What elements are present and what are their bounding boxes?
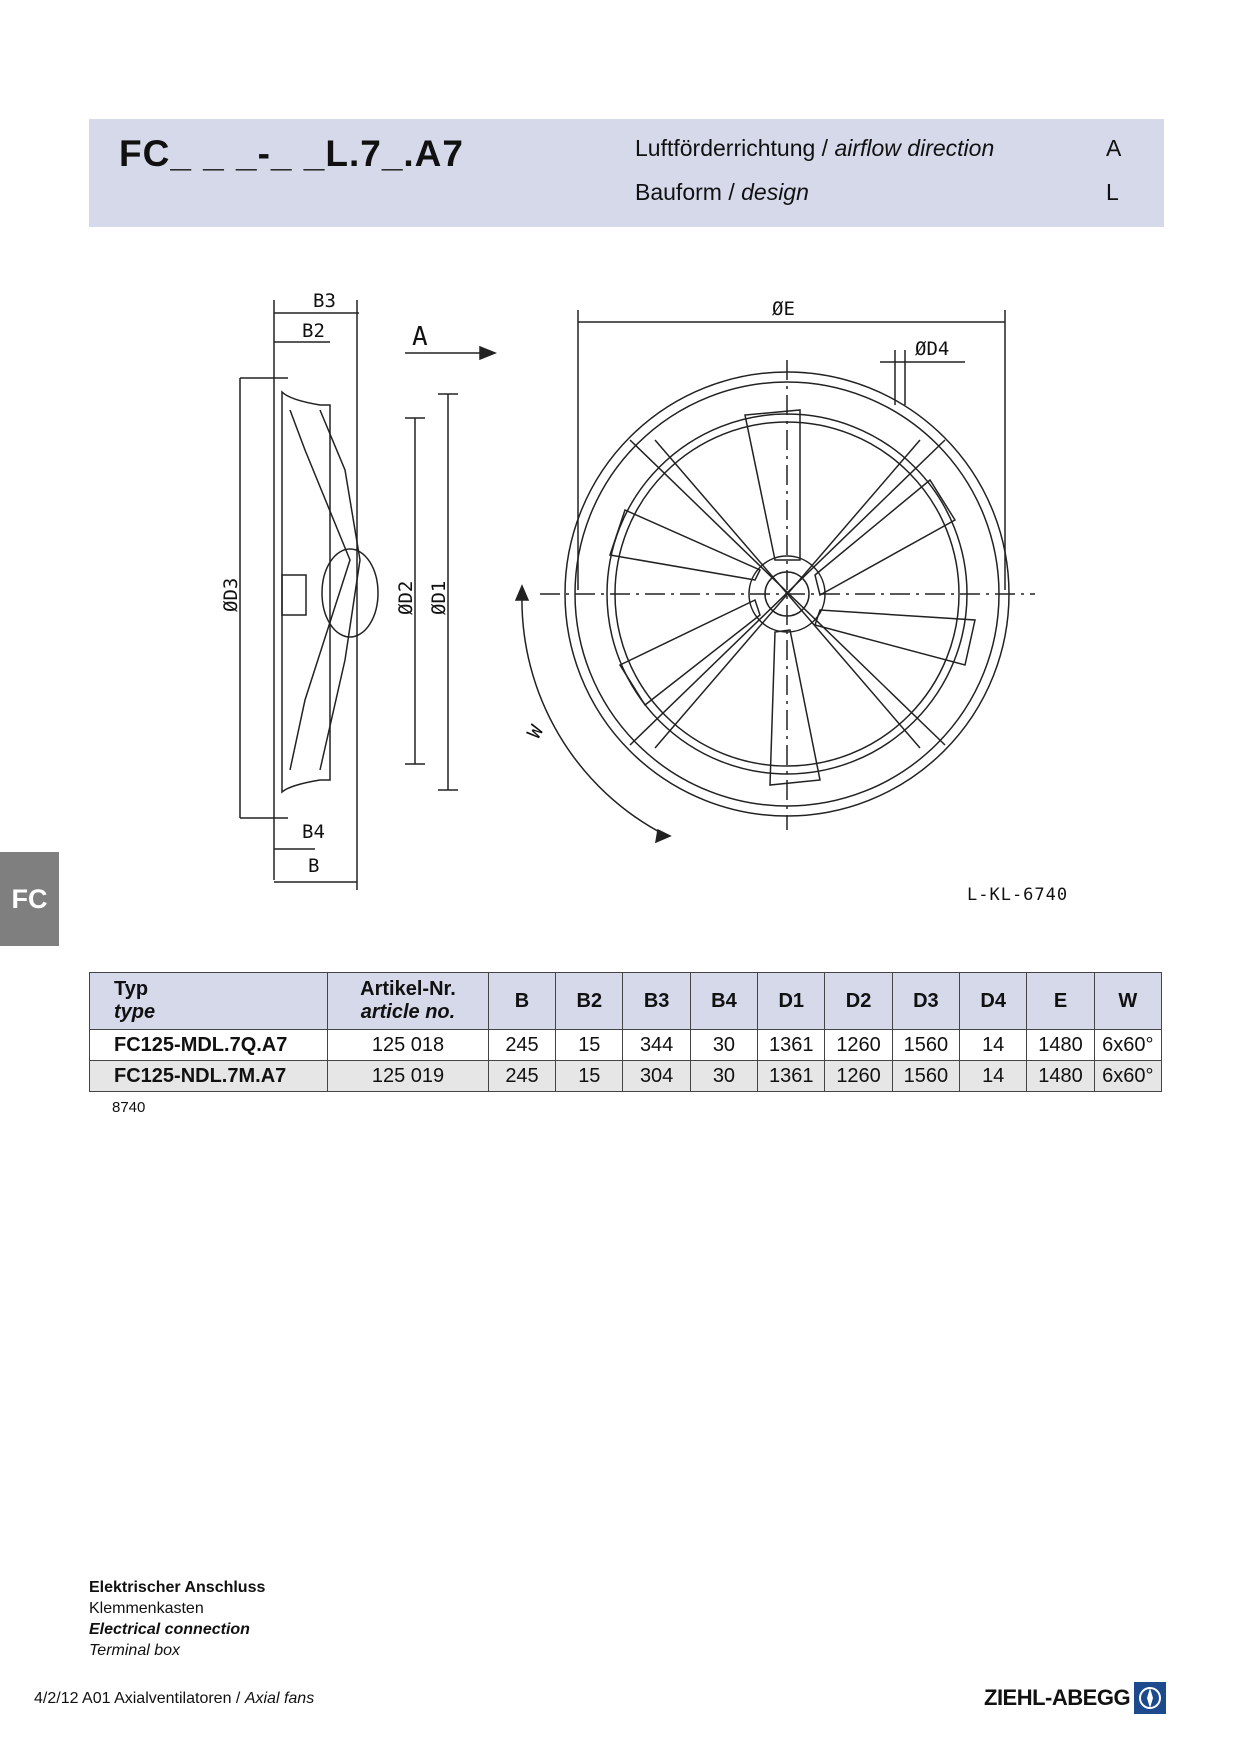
label-d4: ØD4: [915, 338, 950, 360]
cell-w: 6x60°: [1094, 1030, 1161, 1061]
airflow-label: [635, 135, 994, 162]
w-arc: [522, 594, 665, 835]
page-footer: [34, 1690, 314, 1708]
header-band: [89, 119, 1164, 227]
cell-article: 125 018: [328, 1030, 489, 1061]
table-row: [90, 1030, 1162, 1061]
cell-d2: 1260: [825, 1061, 892, 1092]
spec-table: [89, 972, 1162, 1092]
cell-article: 125 019: [328, 1061, 489, 1092]
airflow-label-de: Luftförderrichtung /: [635, 135, 829, 161]
header-d4: D4: [960, 973, 1027, 1030]
cell-b: 245: [488, 1061, 555, 1092]
airflow-arrow-head: [480, 347, 495, 359]
cell-d3: 1560: [892, 1061, 959, 1092]
footer-suffix: Axial fans: [244, 1690, 315, 1707]
cell-b4: 30: [690, 1061, 757, 1092]
cell-type: FC125-MDL.7Q.A7: [90, 1030, 328, 1061]
logo-wordmark: ZIEHL-ABEGG: [984, 1685, 1131, 1710]
header-w: W: [1094, 973, 1161, 1030]
header-d2: D2: [825, 973, 892, 1030]
header-article: Artikel-Nr. article no.: [328, 973, 489, 1030]
side-view-terminal-box: [282, 575, 306, 615]
header-e: E: [1027, 973, 1094, 1030]
side-tab[interactable]: FC: [0, 852, 59, 946]
ziehl-abegg-logo: [984, 1682, 1166, 1714]
label-d3: ØD3: [220, 577, 242, 612]
cell-type: FC125-NDL.7M.A7: [90, 1061, 328, 1092]
blade-1: [745, 410, 800, 560]
header-type: Typ type: [90, 973, 328, 1030]
blade-4: [770, 630, 820, 785]
label-w: W: [523, 721, 549, 743]
design-label-de: Bauform /: [635, 179, 735, 205]
side-view-blade: [290, 410, 350, 770]
airflow-label-en: airflow direction: [834, 135, 995, 161]
cell-d4: 14: [960, 1030, 1027, 1061]
header-b: B: [488, 973, 555, 1030]
label-b: B: [308, 855, 320, 877]
airflow-value: A: [1106, 135, 1122, 161]
label-b3: B3: [313, 290, 336, 312]
cell-b3: 304: [623, 1061, 690, 1092]
cell-d4: 14: [960, 1061, 1027, 1092]
cell-d3: 1560: [892, 1030, 959, 1061]
footer-prefix: 4/2/12 A01 Axialventilatoren /: [34, 1690, 241, 1707]
label-d1: ØD1: [428, 580, 450, 615]
header-b2: B2: [556, 973, 623, 1030]
cell-w: 6x60°: [1094, 1061, 1161, 1092]
blade-5: [620, 600, 760, 705]
header-d3: D3: [892, 973, 959, 1030]
model-title: FC_ _ _-_ _L.7_.A7: [119, 133, 464, 174]
table-row: [90, 1061, 1162, 1092]
cell-b2: 15: [556, 1030, 623, 1061]
electrical-line-4: Terminal box: [89, 1642, 181, 1659]
header-b3: B3: [623, 973, 690, 1030]
cell-e: 1480: [1027, 1061, 1094, 1092]
design-label-en: design: [741, 179, 809, 205]
cell-b2: 15: [556, 1061, 623, 1092]
electrical-line-2: Klemmenkasten: [89, 1600, 204, 1617]
drawing-code: L-KL-6740: [967, 885, 1069, 905]
header-d1: D1: [758, 973, 825, 1030]
cell-d1: 1361: [758, 1061, 825, 1092]
label-b2: B2: [302, 320, 325, 342]
electrical-connection-note: [89, 1577, 265, 1661]
cell-b: 245: [488, 1030, 555, 1061]
table-header-row: [90, 973, 1162, 1030]
electrical-line-1: Elektrischer Anschluss: [89, 1579, 266, 1596]
electrical-line-3: Electrical connection: [89, 1621, 250, 1638]
label-b4: B4: [302, 821, 325, 843]
design-label: [635, 179, 809, 206]
cell-b3: 344: [623, 1030, 690, 1061]
header-b4: B4: [690, 973, 757, 1030]
label-e: ØE: [772, 298, 795, 320]
logo-mark-icon: [1134, 1682, 1166, 1714]
cell-d1: 1361: [758, 1030, 825, 1061]
cell-b4: 30: [690, 1030, 757, 1061]
label-d2: ØD2: [395, 580, 417, 615]
cell-d2: 1260: [825, 1030, 892, 1061]
table-code: 8740: [112, 1099, 146, 1116]
label-a: A: [412, 322, 428, 352]
blade-3: [815, 610, 975, 665]
design-value: L: [1106, 179, 1119, 205]
technical-drawing: [0, 270, 1241, 920]
cell-e: 1480: [1027, 1030, 1094, 1061]
